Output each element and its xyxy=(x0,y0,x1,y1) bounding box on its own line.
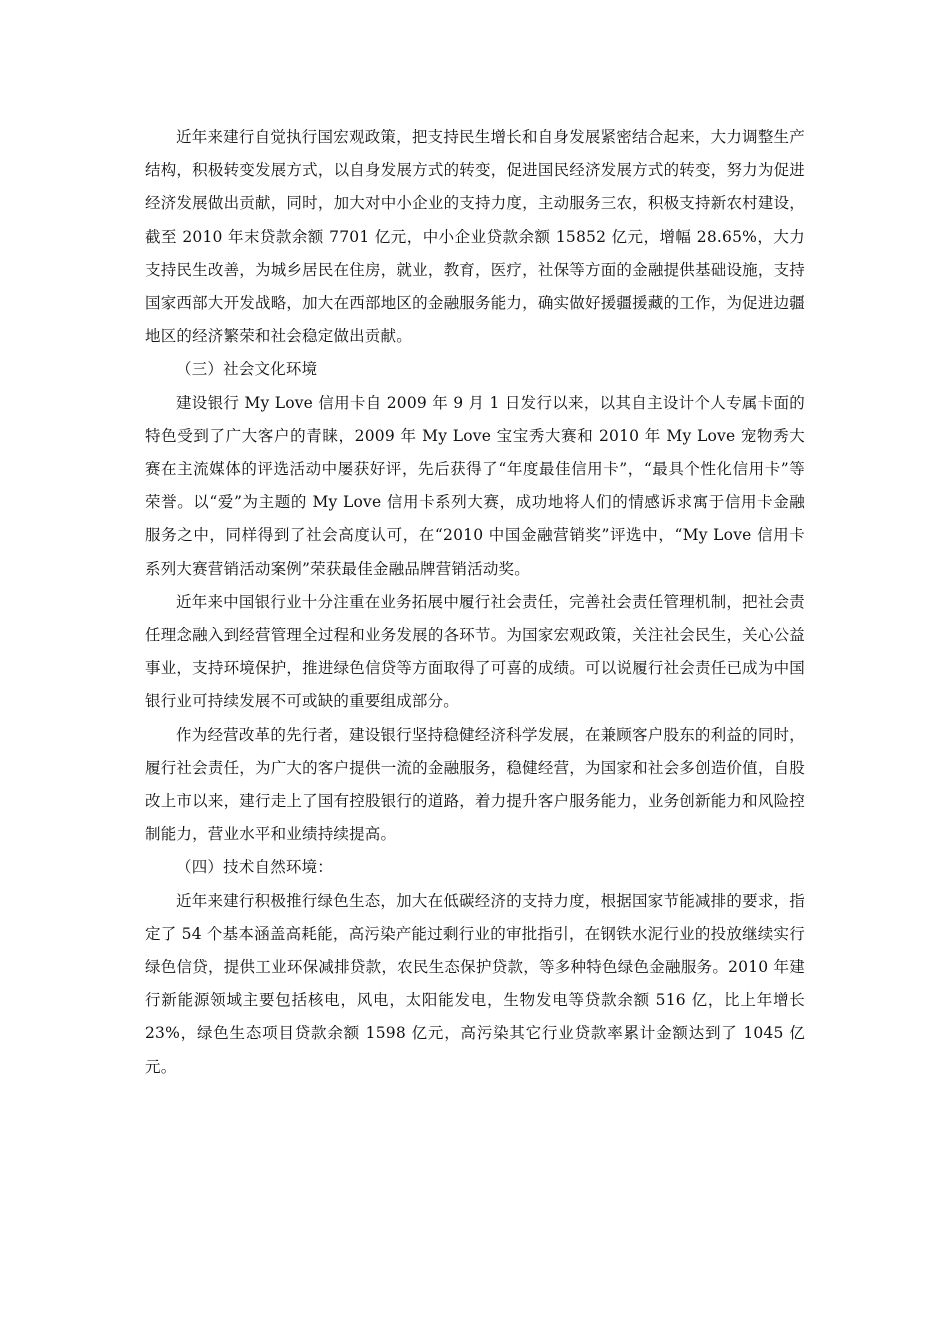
document-body xyxy=(145,121,805,1084)
paragraph-banking-social-responsibility: 近年来中国银行业十分注重在业务拓展中履行社会责任，完善社会责任管理机制，把社会责任理念融入到经营管理全过程和业务发展的各环节。为国家宏观政策，关注社会民生，关心公益事业，支持环境保护，推进绿色信贷等方面取得了可喜的成绩。可以说履行社会责任已成为中国银行业可持续发展不可或缺的重要组成部分。 xyxy=(145,592,805,711)
section-heading-social-culture: （三）社会文化环境 xyxy=(176,360,318,379)
section-heading-tech-natural: （四）技术自然环境： xyxy=(176,858,334,877)
paragraph-green-credit: 近年来建行积极推行绿色生态，加大在低碳经济的支持力度，根据国家节能减排的要求，指定了 54 个基本涵盖高耗能，高污染产能过剩行业的审批指引，在钢铁水泥行业的投放继续实行绿色信贷，提供工业环保减排贷款，农民生态保护贷款，等多种特色绿色金融服务。2010 年建行新能源领域主要包括核电，风电，太阳能发电，生物发电等贷款余额 516 亿，比上年增长 23%，绿色生态项目贷款余额 1598 亿元，高污染其它行业贷款率累计金额达到了 1045 亿元。 xyxy=(145,891,805,1076)
paragraph-ccb-reform-pioneer: 作为经营改革的先行者，建设银行坚持稳健经济科学发展，在兼顾客户股东的利益的同时，履行社会责任，为广大的客户提供一流的金融服务，稳健经营，为国家和社会多创造价值，自股改上市以来，建行走上了国有控股银行的道路，着力提升客户服务能力，业务创新能力和风险控制能力，营业水平和业绩持续提高。 xyxy=(145,725,805,844)
paragraph-ccb-macro-policy: 近年来建行自觉执行国宏观政策，把支持民生增长和自身发展紧密结合起来，大力调整生产结构，积极转变发展方式，以自身发展方式的转变，促进国民经济发展方式的转变，努力为促进经济发展做出贡献，同时，加大对中小企业的支持力度，主动服务三农，积极支持新农村建设，截至 2010 年末贷款余额 7701 亿元，中小企业贷款余额 15852 亿元，增幅 28.65%，大力支持民生改善，为城乡居民在住房，就业，教育，医疗，社保等方面的金融提供基础设施，支持国家西部大开发战略，加大在西部地区的金融服务能力，确实做好援疆援藏的工作，为促进边疆地区的经济繁荣和社会稳定做出贡献。 xyxy=(145,128,805,346)
paragraph-my-love-credit-card: 建设银行 My Love 信用卡自 2009 年 9 月 1 日发行以来，以其自主设计个人专属卡面的特色受到了广大客户的青睐，2009 年 My Love 宝宝秀大赛和 2010 年 My Love 宠物秀大赛在主流媒体的评选活动中屡获好评，先后获得了“年度最佳信用卡”，“最具个性化信用卡”等荣誉。以“爱”为主题的 My Love 信用卡系列大赛，成功地将人们的情感诉求寓于信用卡金融服务之中，同样得到了社会高度认可，在“2010 中国金融营销奖”评选中，“My Love 信用卡系列大赛营销活动案例”荣获最佳金融品牌营销活动奖。 xyxy=(145,393,805,578)
